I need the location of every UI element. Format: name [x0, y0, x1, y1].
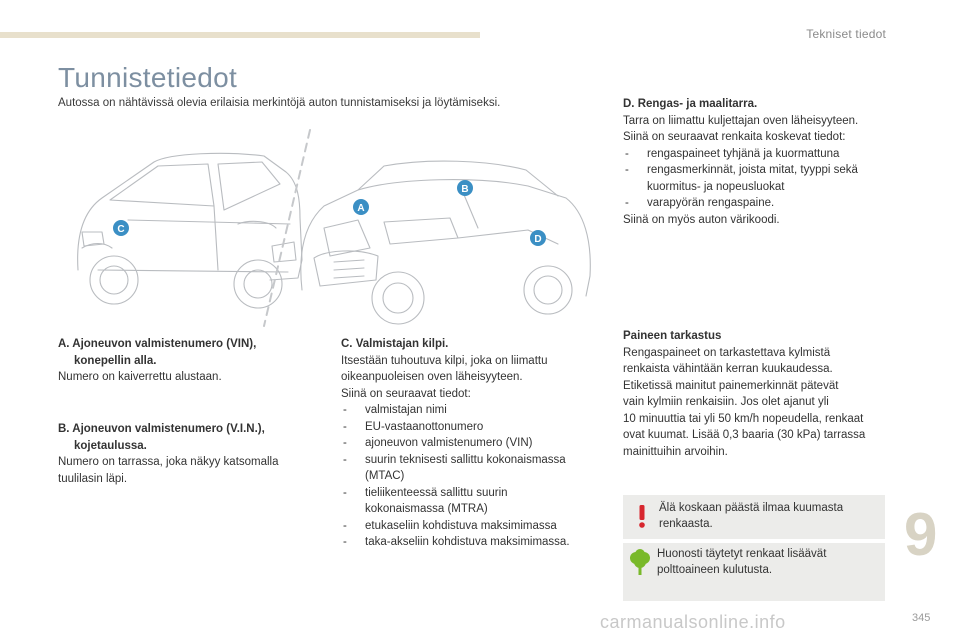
item-d-list: [623, 146, 898, 212]
item-d-body-line: Siinä on seuraavat renkaita koskevat tiedot:: [623, 131, 846, 143]
list-item: - suurin teknisesti sallittu kokonaismassa: [341, 452, 601, 469]
item-a-body: Numero on kaiverrettu alustaan.: [58, 371, 222, 383]
item-a-title-line2: konepellin alla.: [74, 354, 157, 367]
list-item: - varapyörän rengaspaine.: [623, 195, 898, 212]
item-d: [623, 96, 898, 228]
pressure-line: Etiketissä mainitut painemerkinnät pätevät: [623, 379, 839, 392]
item-c-body-line: oikeanpuoleisen oven läheisyyteen.: [341, 371, 523, 383]
warning-note: [623, 495, 885, 539]
eco-line1: Huonosti täytetyt renkaat lisäävät: [657, 548, 827, 560]
item-a-title-line1: A. Ajoneuvon valmistenumero (VIN),: [58, 338, 257, 350]
chapter-number: 9: [904, 501, 938, 568]
warning-line2: renkaasta.: [659, 518, 713, 530]
pressure-line: vain kylmiin renkaisiin. Jos olet ajanut yli: [623, 396, 829, 408]
list-item: - rengasmerkinnät, joista mitat, tyyppi sekä: [623, 162, 898, 179]
pressure-line: renkaista vähintään kerran kuukaudessa.: [623, 363, 833, 375]
marker-b: [457, 180, 473, 196]
watermark: carmanualsonline.info: [600, 612, 786, 632]
car-illustration: [58, 120, 598, 335]
marker-d: [530, 230, 546, 246]
warning-line1: Älä koskaan päästä ilmaa kuumasta: [659, 502, 844, 514]
item-c-list: [341, 402, 601, 551]
list-item: - taka-akseliin kohdistuva maksimimassa.: [341, 534, 601, 551]
list-item: - EU-vastaanottonumero: [341, 419, 601, 436]
list-item-continuation: kokonaismassa (MTRA): [365, 503, 488, 515]
item-c-body-line: Siinä on seuraavat tiedot:: [341, 387, 471, 400]
page-title: Tunnistetiedot: [58, 62, 238, 93]
item-b: [58, 421, 328, 487]
pressure-line: mainittuihin arvoihin.: [623, 445, 728, 458]
pressure-check: [623, 328, 898, 460]
car-front-view: [301, 161, 590, 324]
intro-text: Autossa on nähtävissä olevia erilaisia merkintöjä auton tunnistamiseksi ja löytämiseksi.: [58, 97, 501, 109]
warning-exclamation-icon: [633, 503, 651, 529]
item-b-body-line1: Numero on tarrassa, joka näkyy katsomalla: [58, 456, 279, 468]
svg-text:D: D: [534, 234, 542, 245]
leaf-tree-icon: [629, 549, 651, 577]
item-c: [341, 336, 601, 551]
page-number: 345: [912, 612, 931, 624]
eco-line2: polttoaineen kulutusta.: [657, 564, 773, 576]
item-c-body-line: Itsestään tuhoutuva kilpi, joka on liimattu: [341, 354, 548, 367]
list-item: - tieliikenteessä sallittu suurin: [341, 485, 601, 502]
pressure-title: Paineen tarkastus: [623, 330, 722, 342]
eco-note: [623, 543, 885, 601]
pressure-line: ovat kuumat. Lisää 0,3 baaria (30 kPa) tarrassa: [623, 429, 866, 441]
item-d-title: D. Rengas- ja maalitarra.: [623, 98, 758, 110]
marker-c: [113, 220, 129, 236]
list-item-continuation: kuormitus- ja nopeusluokat: [647, 180, 785, 193]
marker-a: [353, 199, 369, 215]
list-item-continuation: (MTAC): [365, 470, 405, 482]
item-d-footer: Siinä on myös auton värikoodi.: [623, 213, 780, 226]
item-c-title: C. Valmistajan kilpi.: [341, 338, 449, 350]
header-accent-bar: [0, 32, 480, 38]
list-item: - ajoneuvon valmistenumero (VIN): [341, 435, 601, 452]
item-a: [58, 336, 328, 386]
section-title: Tekniset tiedot: [806, 27, 886, 41]
list-item: - rengaspaineet tyhjänä ja kuormattuna: [623, 146, 898, 163]
item-b-title-line1: B. Ajoneuvon valmistenumero (V.I.N.),: [58, 423, 265, 435]
pressure-line: Rengaspaineet on tarkastettava kylmistä: [623, 346, 831, 359]
list-item: - valmistajan nimi: [341, 402, 601, 419]
pressure-line: 10 minuuttia tai yli 50 km/h nopeudella, renkaat: [623, 412, 864, 425]
svg-text:B: B: [461, 184, 469, 195]
car-side-view: [78, 153, 302, 308]
svg-text:C: C: [117, 224, 125, 235]
item-b-body-line2: tuulilasin läpi.: [58, 472, 128, 485]
item-b-title-line2: kojetaulussa.: [74, 439, 147, 452]
item-d-body-line: Tarra on liimattu kuljettajan oven läheisyyteen.: [623, 114, 859, 127]
list-item: - etukaseliin kohdistuva maksimimassa: [341, 518, 601, 535]
svg-text:A: A: [357, 203, 365, 214]
